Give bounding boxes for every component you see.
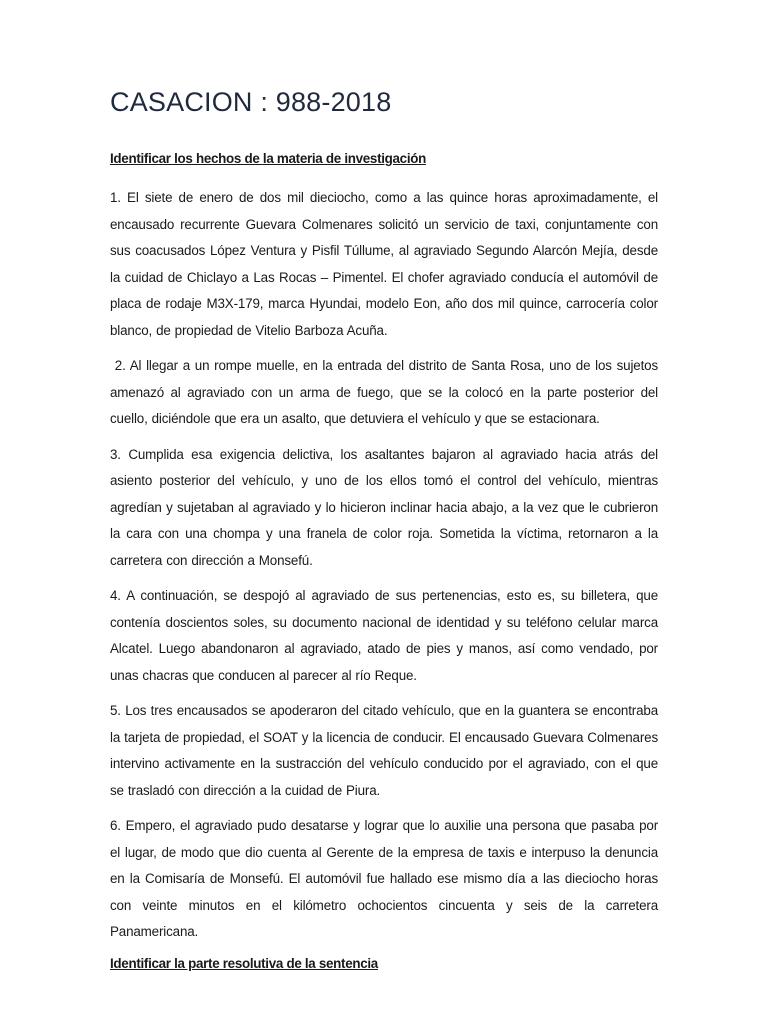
- document-page: [110, 84, 662, 990]
- paragraph-3: 3. Cumplida esa exigencia delictiva, los asaltantes bajaron al agraviado hacia atrás del asiento posterior del vehículo, y uno de los ellos tomó el control del vehículo, mientras agredían y sujetaban al agraviado y lo hicieron inclinar hacia abajo, a la vez que le cubrieron la cara con una chompa y una franela de color roja. Sometida la víctima, retornaron a la carretera con dirección a Monsefú.: [110, 446, 658, 568]
- paragraph-5: 5. Los tres encausados se apoderaron del citado vehículo, que en la guantera se encontraba la tarjeta de propiedad, el SOAT y la licencia de conducir. El encausado Guevara Colmenares intervino activamente en la sustracción del vehículo conducido por el agraviado, con el que se trasladó con dirección a la cuidad de Piura.: [110, 703, 658, 798]
- paragraph-1: 1. El siete de enero de dos mil dieciocho, como a las quince horas aproximadamente, el encausado recurrente Guevara Colmenares solicitó un servicio de taxi, conjuntamente con sus coacusados López Ventura y Pisfil Túllume, al agraviado Segundo Alarcón Mejía, desde la cuidad de Chiclayo a Las Rocas – Pimentel. El chofer agraviado conducía el automóvil de placa de rodaje M3X-179, marca Hyundai, modelo Eon, año dos mil quince, carrocería color blanco, de propiedad de Vitelio Barboza Acuña.: [110, 190, 658, 338]
- paragraph-2: 2. Al llegar a un rompe muelle, en la entrada del distrito de Santa Rosa, uno de los sujetos amenazó al agraviado con un arma de fuego, que se la colocó en la parte posterior del cuello, diciéndole que era un asalto, que detuviera el vehículo y que se estacionara.: [110, 358, 662, 426]
- section-heading-facts: Identificar los hechos de la materia de investigación: [110, 151, 426, 166]
- document-title: CASACION : 988-2018: [110, 87, 392, 117]
- paragraph-4: 4. A continuación, se despojó al agraviado de sus pertenencias, esto es, su billetera, que contenía doscientos soles, su documento nacional de identidad y su teléfono celular marca Alcatel. Luego abandonaron al agraviado, atado de pies y manos, así como vendado, por unas chacras que conducen al parecer al río Reque.: [110, 588, 658, 683]
- paragraph-6: 6. Empero, el agraviado pudo desatarse y lograr que lo auxilie una persona que pasaba por el lugar, de modo que dio cuenta al Gerente de la empresa de taxis e interpuso la denuncia en la Comisaría de Monsefú. El automóvil fue hallado ese mismo día a las dieciocho horas con veinte minutos en el kilómetro ochocientos cincuenta y seis de la carretera Panamericana.: [110, 818, 658, 939]
- section-heading-ruling: Identificar la parte resolutiva de la sentencia: [110, 955, 378, 971]
